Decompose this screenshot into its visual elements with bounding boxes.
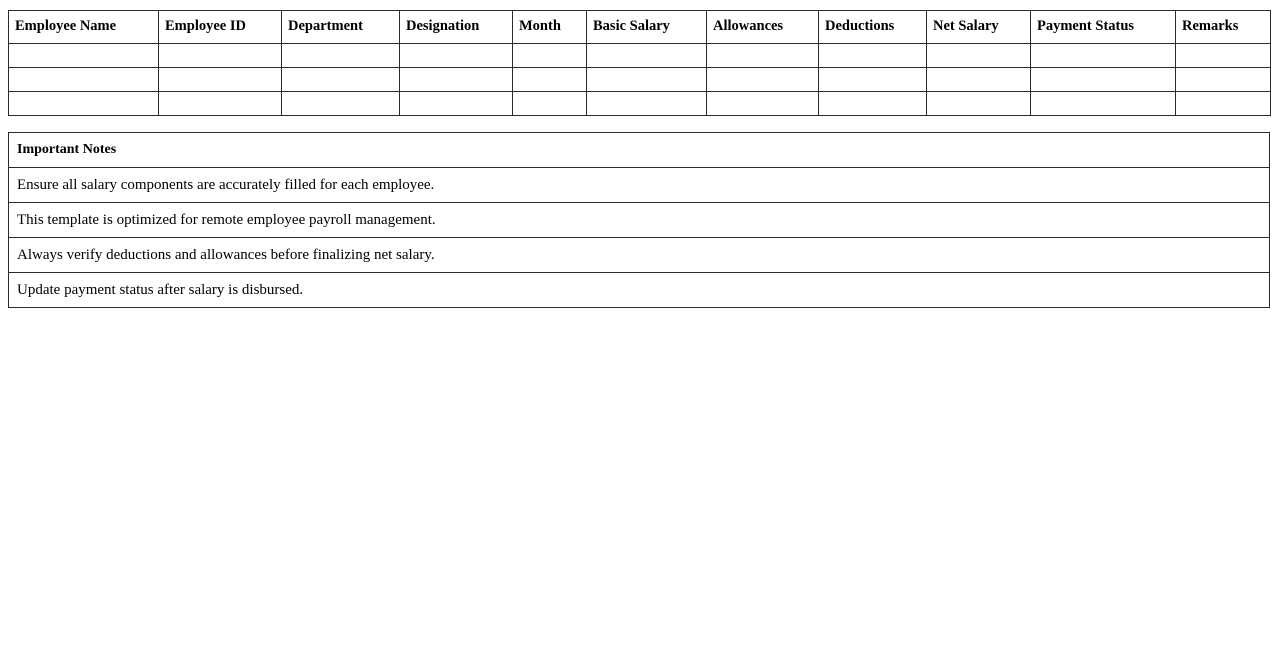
cell-net-salary[interactable] bbox=[927, 44, 1031, 68]
note-row bbox=[9, 203, 1270, 238]
important-notes-table bbox=[8, 132, 1270, 308]
cell-employee-name[interactable] bbox=[9, 44, 159, 68]
note-item: Update payment status after salary is disbursed. bbox=[9, 273, 1270, 308]
column-header-payment-status: Payment Status bbox=[1031, 11, 1176, 44]
table-row bbox=[9, 92, 1271, 116]
payroll-table bbox=[8, 10, 1271, 116]
note-item: Ensure all salary components are accurately filled for each employee. bbox=[9, 168, 1270, 203]
table-spacer bbox=[8, 116, 1270, 132]
cell-deductions[interactable] bbox=[819, 44, 927, 68]
cell-designation[interactable] bbox=[400, 68, 513, 92]
cell-employee-name[interactable] bbox=[9, 68, 159, 92]
cell-remarks[interactable] bbox=[1176, 92, 1271, 116]
cell-department[interactable] bbox=[282, 68, 400, 92]
column-header-net-salary: Net Salary bbox=[927, 11, 1031, 44]
column-header-month: Month bbox=[513, 11, 587, 44]
table-row bbox=[9, 68, 1271, 92]
cell-allowances[interactable] bbox=[707, 44, 819, 68]
cell-basic-salary[interactable] bbox=[587, 68, 707, 92]
note-row bbox=[9, 273, 1270, 308]
cell-designation[interactable] bbox=[400, 44, 513, 68]
cell-remarks[interactable] bbox=[1176, 44, 1271, 68]
note-item: This template is optimized for remote employee payroll management. bbox=[9, 203, 1270, 238]
cell-allowances[interactable] bbox=[707, 68, 819, 92]
column-header-basic-salary: Basic Salary bbox=[587, 11, 707, 44]
note-row bbox=[9, 238, 1270, 273]
cell-basic-salary[interactable] bbox=[587, 92, 707, 116]
cell-employee-id[interactable] bbox=[159, 44, 282, 68]
cell-department[interactable] bbox=[282, 92, 400, 116]
table-row bbox=[9, 44, 1271, 68]
column-header-allowances: Allowances bbox=[707, 11, 819, 44]
notes-heading: Important Notes bbox=[9, 133, 1270, 168]
cell-department[interactable] bbox=[282, 44, 400, 68]
cell-deductions[interactable] bbox=[819, 68, 927, 92]
column-header-remarks: Remarks bbox=[1176, 11, 1271, 44]
column-header-designation: Designation bbox=[400, 11, 513, 44]
cell-payment-status[interactable] bbox=[1031, 68, 1176, 92]
cell-employee-id[interactable] bbox=[159, 68, 282, 92]
cell-month[interactable] bbox=[513, 44, 587, 68]
cell-month[interactable] bbox=[513, 92, 587, 116]
note-row bbox=[9, 168, 1270, 203]
cell-month[interactable] bbox=[513, 68, 587, 92]
cell-employee-id[interactable] bbox=[159, 92, 282, 116]
cell-designation[interactable] bbox=[400, 92, 513, 116]
cell-deductions[interactable] bbox=[819, 92, 927, 116]
cell-net-salary[interactable] bbox=[927, 68, 1031, 92]
column-header-employee-name: Employee Name bbox=[9, 11, 159, 44]
cell-payment-status[interactable] bbox=[1031, 44, 1176, 68]
note-item: Always verify deductions and allowances before finalizing net salary. bbox=[9, 238, 1270, 273]
cell-remarks[interactable] bbox=[1176, 68, 1271, 92]
table-header-row bbox=[9, 11, 1271, 44]
column-header-department: Department bbox=[282, 11, 400, 44]
column-header-deductions: Deductions bbox=[819, 11, 927, 44]
cell-net-salary[interactable] bbox=[927, 92, 1031, 116]
cell-employee-name[interactable] bbox=[9, 92, 159, 116]
cell-payment-status[interactable] bbox=[1031, 92, 1176, 116]
notes-heading-row bbox=[9, 133, 1270, 168]
cell-basic-salary[interactable] bbox=[587, 44, 707, 68]
column-header-employee-id: Employee ID bbox=[159, 11, 282, 44]
cell-allowances[interactable] bbox=[707, 92, 819, 116]
